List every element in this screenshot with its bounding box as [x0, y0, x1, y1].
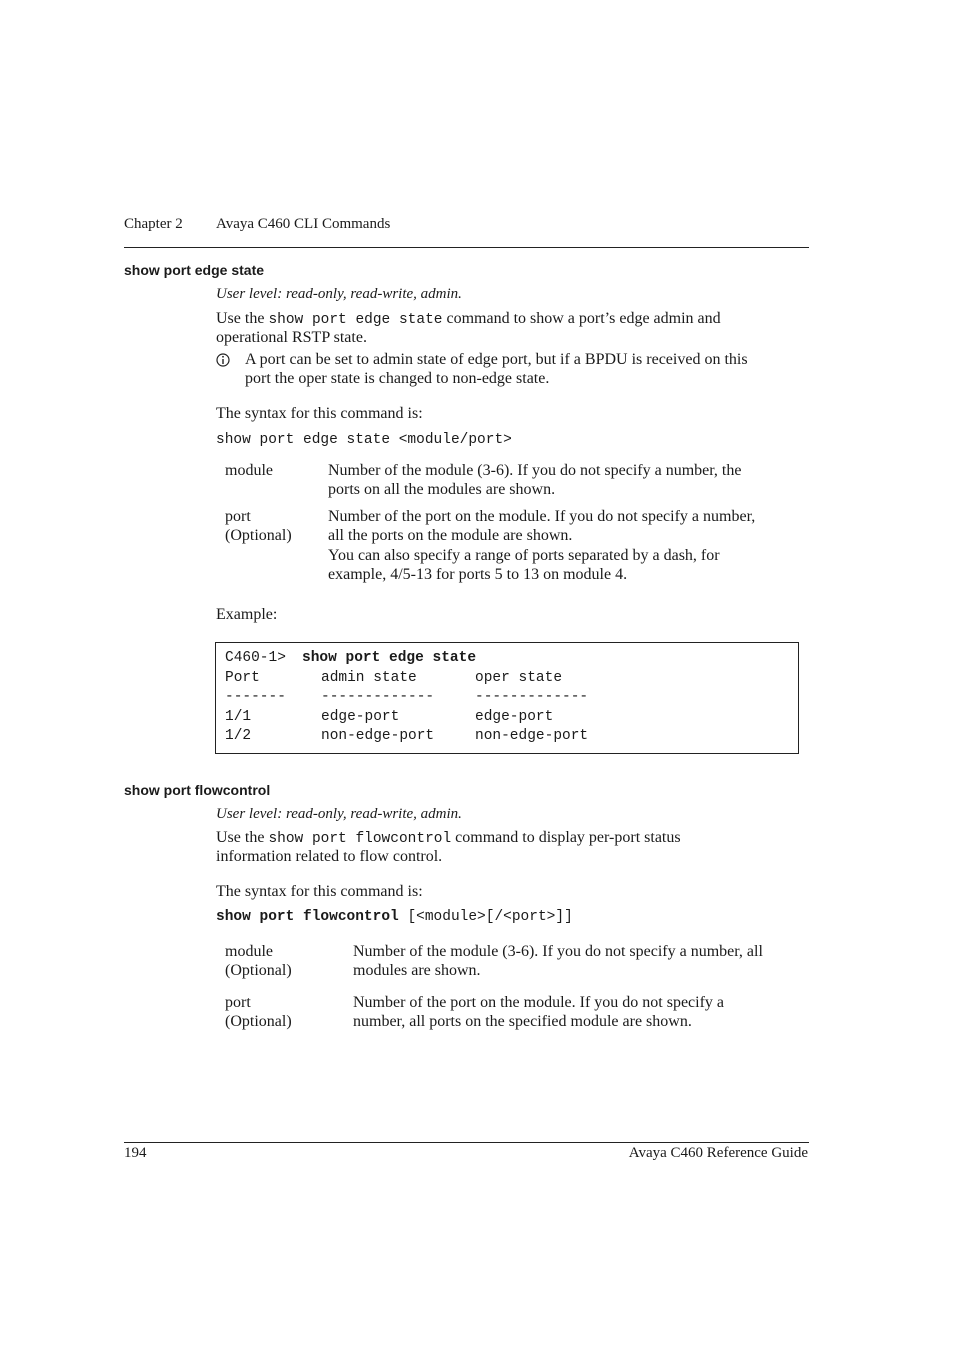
info-icon [216, 353, 230, 367]
param-name-module: module [225, 943, 273, 960]
syntax-args: [<module>[/<port>]] [407, 909, 573, 925]
code-cell: edge-port [321, 709, 400, 725]
section-heading-flowcontrol: show port flowcontrol [124, 782, 271, 798]
chapter-title: Avaya C460 CLI Commands [216, 216, 391, 232]
code-separator: ------------- [321, 689, 435, 705]
code-cell: non-edge-port [321, 728, 435, 744]
page-number: 194 [124, 1145, 147, 1161]
syntax-label: The syntax for this command is: [216, 405, 423, 422]
param-desc: Number of the port on the module. If you do not specify a number, [328, 508, 756, 525]
code-separator: ------- [225, 689, 286, 705]
code-prompt: C460-1> [225, 650, 286, 666]
param-name-module: module [225, 462, 273, 479]
param-optional: (Optional) [225, 1013, 292, 1030]
footer-rule [124, 1142, 809, 1143]
code-col-port: Port [225, 670, 260, 686]
example-label: Example: [216, 606, 278, 623]
guide-title: Avaya C460 Reference Guide [628, 1145, 808, 1161]
param-desc: Number of the port on the module. If you do not specify a [353, 994, 725, 1011]
syntax-line: show port edge state <module/port> [216, 432, 512, 448]
user-level: User level: read-only, read-write, admin. [216, 806, 462, 822]
inline-command: show port flowcontrol [268, 831, 452, 847]
inline-command: show port edge state [268, 312, 443, 328]
code-cell: non-edge-port [475, 728, 589, 744]
section-heading-edge-state: show port edge state [124, 262, 265, 278]
code-col-oper: oper state [475, 670, 563, 686]
param-name-port: port [225, 508, 251, 525]
code-separator: ------------- [475, 689, 589, 705]
param-desc: ports on all the modules are shown. [328, 481, 556, 498]
param-desc: You can also specify a range of ports separated by a dash, for [328, 547, 720, 564]
code-cell: 1/1 [225, 709, 252, 725]
param-optional: (Optional) [225, 962, 292, 979]
param-desc: example, 4/5-13 for ports 5 to 13 on module 4. [328, 566, 628, 583]
code-cell: 1/2 [225, 728, 252, 744]
syntax-command: show port flowcontrol [216, 909, 399, 925]
param-optional: (Optional) [225, 527, 292, 544]
param-desc: modules are shown. [353, 962, 481, 979]
param-desc: all the ports on the module are shown. [328, 527, 573, 544]
param-desc: Number of the module (3-6). If you do not specify a number, all [353, 943, 763, 960]
note-line-2: port the oper state is changed to non-edge state. [245, 370, 550, 387]
code-col-admin: admin state [321, 670, 417, 686]
syntax-label: The syntax for this command is: [216, 883, 423, 900]
chapter-label: Chapter 2 [124, 216, 183, 232]
intro-line-1: Use the show port flowcontrol command to display per-port status [216, 829, 681, 847]
code-command: show port edge state [302, 650, 477, 666]
intro-line-2: operational RSTP state. [216, 329, 367, 346]
header-rule [124, 247, 809, 248]
param-desc: Number of the module (3-6). If you do not specify a number, the [328, 462, 742, 479]
param-name-port: port [225, 994, 251, 1011]
intro-line-2: information related to flow control. [216, 848, 443, 865]
param-desc: number, all ports on the specified module are shown. [353, 1013, 692, 1030]
code-cell: edge-port [475, 709, 554, 725]
intro-line-1: Use the show port edge state command to show a port’s edge admin and [216, 310, 721, 328]
syntax-line [216, 909, 573, 925]
note-line-1: A port can be set to admin state of edge port, but if a BPDU is received on this [245, 351, 748, 368]
user-level: User level: read-only, read-write, admin. [216, 286, 462, 302]
